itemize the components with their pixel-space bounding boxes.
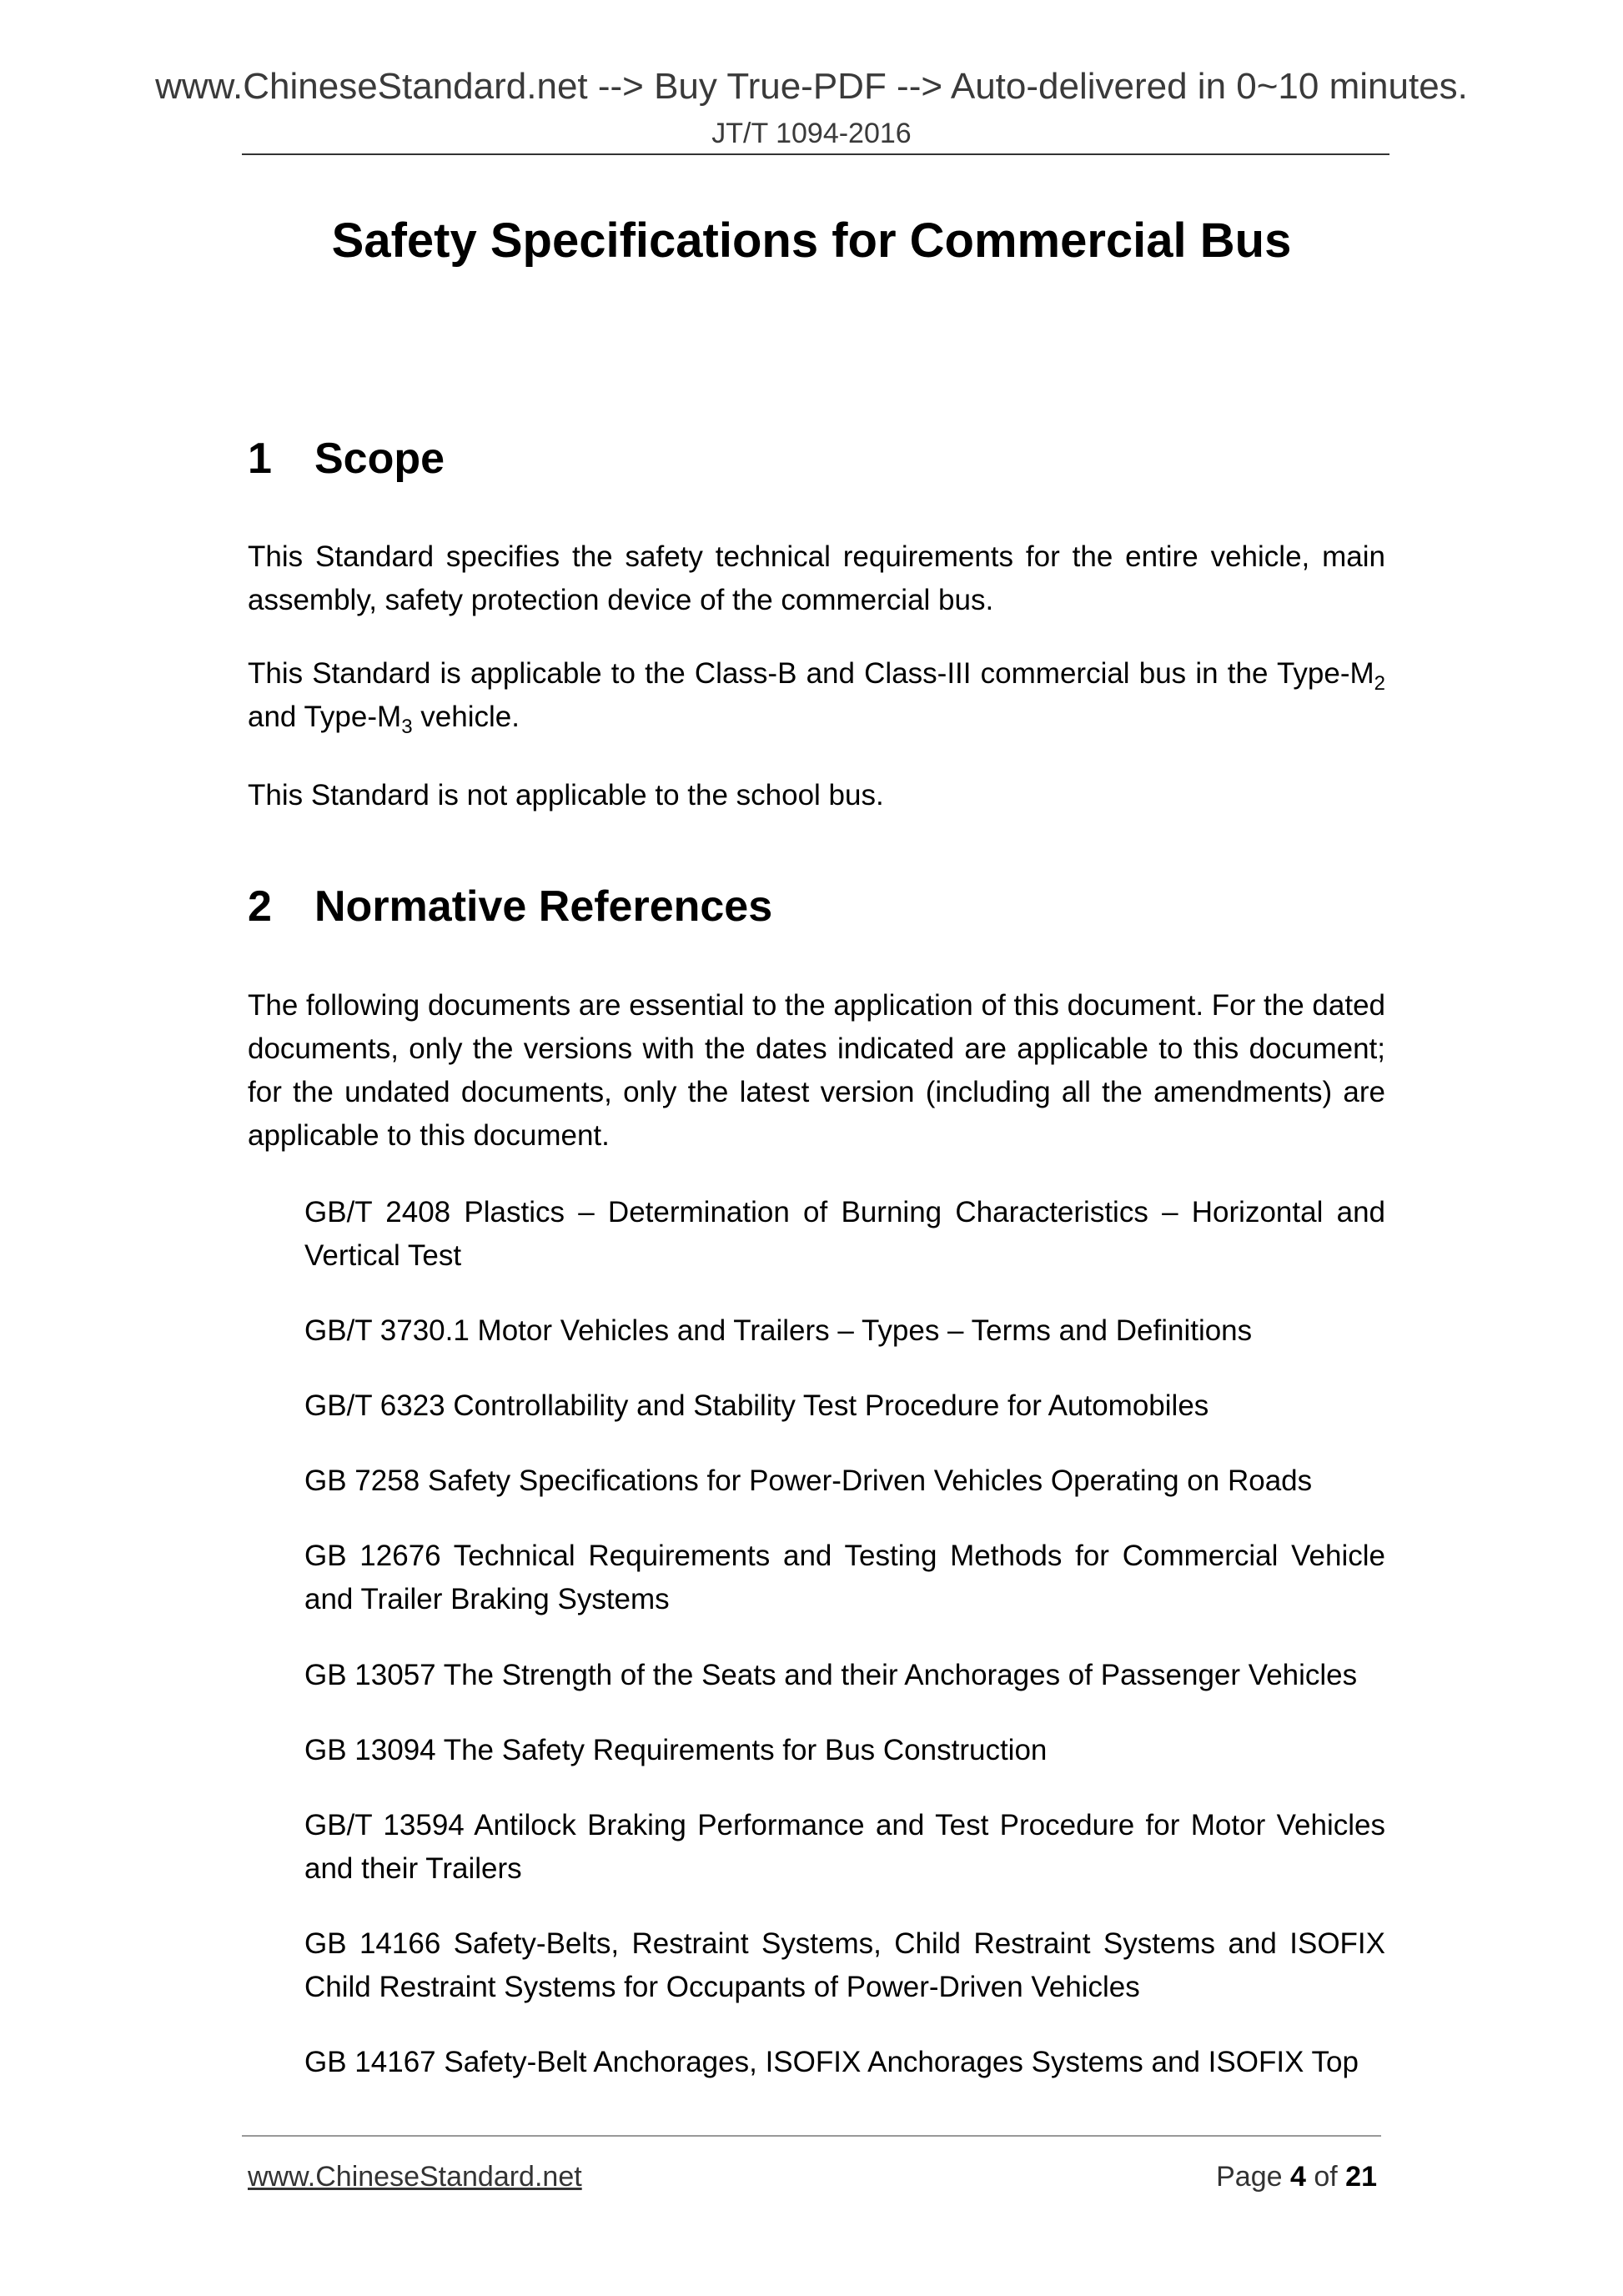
section-title: Scope — [314, 435, 445, 483]
section-heading-scope — [248, 434, 445, 484]
reference-item: GB 13057 The Strength of the Seats and their Anchorages of Passenger Vehicles — [304, 1659, 1358, 1691]
page-current: 4 — [1289, 2161, 1306, 2193]
subscript-2: 2 — [1374, 672, 1385, 695]
normative-intro: The following documents are essential to the application of this document. For the dated documents, only the versions with the dates indicated are applicable to this document; for the undated documents, only the latest version (including all the amendments) are applicable to this document. — [248, 989, 1385, 1152]
page-label: Page — [1216, 2161, 1283, 2193]
reference-item: GB/T 6323 Controllability and Stability Test Procedure for Automobiles — [304, 1389, 1209, 1422]
reference-item: GB/T 3730.1 Motor Vehicles and Trailers – Types – Terms and Definitions — [304, 1314, 1253, 1347]
reference-item: GB/T 13594 Antilock Braking Performance and Test Procedure for Motor Vehicles and their Trailers — [304, 1809, 1385, 1885]
reference-item: GB 12676 Technical Requirements and Testing Methods for Commercial Vehicle and Trailer Braking Systems — [304, 1540, 1385, 1615]
reference-item: GB 13094 The Safety Requirements for Bus Construction — [304, 1734, 1048, 1766]
reference-item: GB 7258 Safety Specifications for Power-Driven Vehicles Operating on Roads — [304, 1465, 1313, 1497]
section-heading-normative-references — [248, 882, 772, 932]
document-number: JT/T 1094-2016 — [711, 118, 912, 149]
section-number: 2 — [248, 882, 272, 931]
page-of: of — [1314, 2161, 1338, 2193]
header-banner[interactable]: www.ChineseStandard.net --> Buy True-PDF --> Auto-delivered in 0~10 minutes. — [155, 66, 1468, 107]
scope-paragraph-2 — [248, 652, 1385, 739]
header-divider — [242, 153, 1389, 155]
footer-website-link[interactable]: www.ChineseStandard.net — [248, 2161, 582, 2193]
section-title: Normative References — [314, 882, 773, 931]
reference-item: GB 14167 Safety-Belt Anchorages, ISOFIX Anchorages Systems and ISOFIX Top — [304, 2046, 1359, 2078]
scope-p2-text-a: This Standard is applicable to the Class-B and Class-III commercial bus in the Type-M — [248, 657, 1374, 690]
document-title: Safety Specifications for Commercial Bus — [331, 214, 1292, 268]
reference-item: GB 14166 Safety-Belts, Restraint Systems, Child Restraint Systems and ISOFIX Child Restraint Systems for Occupants of Power-Driven Vehicles — [304, 1927, 1385, 2003]
scope-p2-text-b: and Type-M — [248, 701, 402, 733]
subscript-3: 3 — [401, 716, 413, 738]
section-number: 1 — [248, 435, 272, 483]
reference-item: GB/T 2408 Plastics – Determination of Burning Characteristics – Horizontal and Vertical Test — [304, 1196, 1385, 1272]
page-total: 21 — [1345, 2161, 1377, 2193]
page-indicator — [1216, 2160, 1377, 2193]
scope-paragraph-3: This Standard is not applicable to the school bus. — [248, 779, 884, 811]
scope-p2-text-c: vehicle. — [412, 701, 520, 733]
footer-divider — [242, 2135, 1381, 2137]
scope-paragraph-1: This Standard specifies the safety technical requirements for the entire vehicle, main assembly, safety protection device of the commercial bus. — [248, 540, 1385, 616]
